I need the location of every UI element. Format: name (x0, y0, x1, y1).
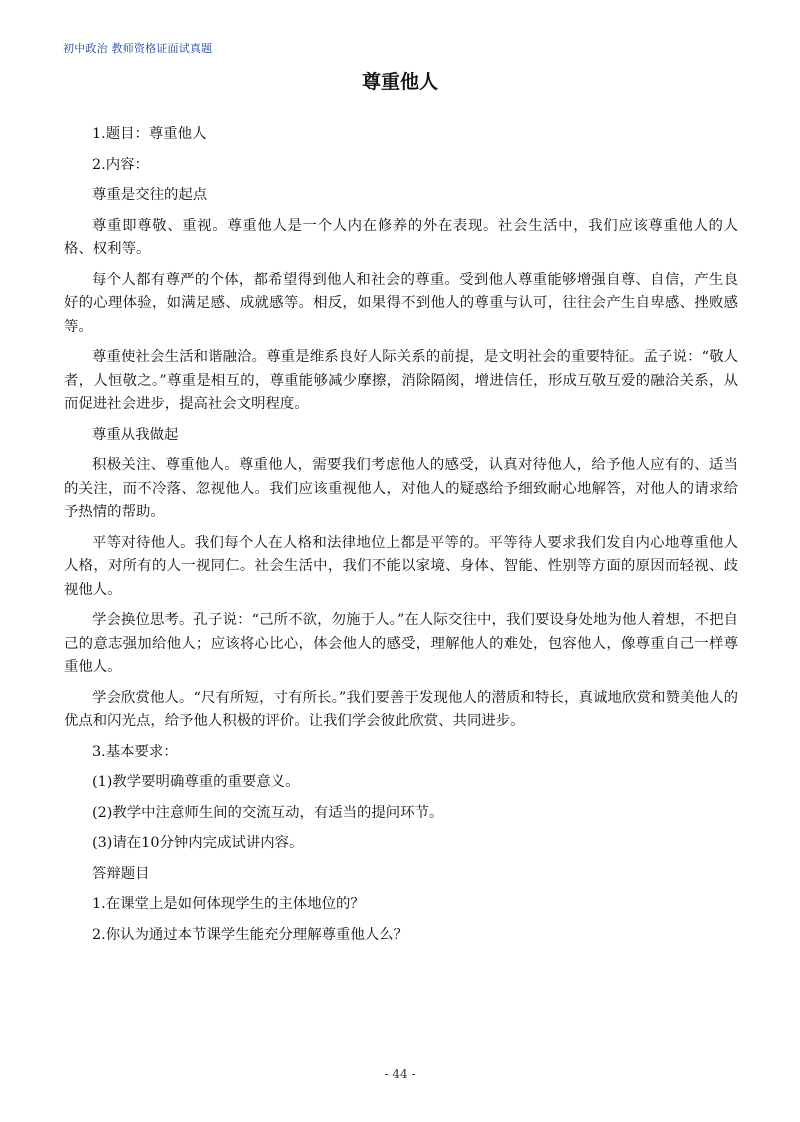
paragraph-attention: 积极关注、尊重他人。尊重他人，需要我们考虑他人的感受，认真对待他人，给予他人应有的、适当的关注，而不冷落、忽视他人。我们应该重视他人，对他人的疑惑给予细致耐心地解答，对他人的请求给予热情的帮助。 (64, 457, 738, 520)
paragraph-appreciation: 学会欣赏他人。“尺有所短，寸有所长。”我们要善于发现他人的潜质和特长，真诚地欣赏和赞美他人的优点和闪光点，给予他人积极的评价。让我们学会彼此欣赏、共同进步。 (64, 689, 738, 729)
requirement-item: (2)教学中注意师生间的交流互动，有适当的提问环节。 (92, 804, 444, 821)
paragraph-equality: 平等对待他人。我们每个人在人格和法律地位上都是平等的。平等待人要求我们发自内心地尊重他人人格，对所有的人一视同仁。社会生活中，我们不能以家境、身体、智能、性别等方面的原因而轻视、歧视他人。 (64, 534, 738, 598)
page-number: - 44 - (384, 1067, 416, 1081)
defense-questions-heading: 答辩题目 (92, 865, 150, 882)
header-label: 初中政治 教师资格证面试真题 (63, 42, 213, 55)
requirement-item: (1)教学要明确尊重的重要意义。 (92, 774, 300, 790)
paragraph-definition: 尊重即尊敬、重视。尊重他人是一个人内在修养的外在表现。社会生活中，我们应该尊重他人的人格、权利等。 (64, 217, 738, 257)
defense-question: 2.你认为通过本节课学生能充分理解尊重他人么？ (92, 926, 408, 943)
section-heading-start-with-me: 尊重从我做起 (92, 426, 179, 443)
paragraph-topic: 1.题目：尊重他人 (92, 126, 207, 142)
defense-question: 1.在课堂上是如何体现学生的主体地位的？ (92, 896, 365, 912)
paragraph-dignity: 每个人都有尊严的个体，都希望得到他人和社会的尊重。受到他人尊重能够增强自尊、自信，产生良好的心理体验，如满足感、成就感等。相反，如果得不到他人的尊重与认可，往往会产生自卑感、挫败感等。 (64, 271, 738, 335)
paragraph-content-heading: 2.内容： (92, 156, 149, 173)
paragraph-empathy: 学会换位思考。孔子说：“己所不欲，勿施于人。”在人际交往中，我们要设身处地为他人着想，不把自己的意志强加给他人；应该将心比心，体会他人的感受，理解他人的难处，包容他人，像尊重自己一样尊重他人。 (64, 612, 738, 675)
document-body (64, 123, 738, 954)
document-title: 尊重他人 (361, 71, 438, 93)
requirement-item: (3)请在10分钟内完成试讲内容。 (92, 835, 304, 851)
section-heading-respect-start: 尊重是交往的起点 (92, 187, 208, 203)
paragraph-harmony: 尊重使社会生活和谐融洽。尊重是维系良好人际关系的前提，是文明社会的重要特征。孟子说：“敬人者，人恒敬之。”尊重是相互的，尊重能够减少摩擦，消除隔阂，增进信任，形成互敬互爱的融洽关系，从而促进社会进步，提高社会文明程度。 (64, 349, 738, 412)
paragraph-requirements-heading: 3.基本要求： (92, 743, 178, 760)
